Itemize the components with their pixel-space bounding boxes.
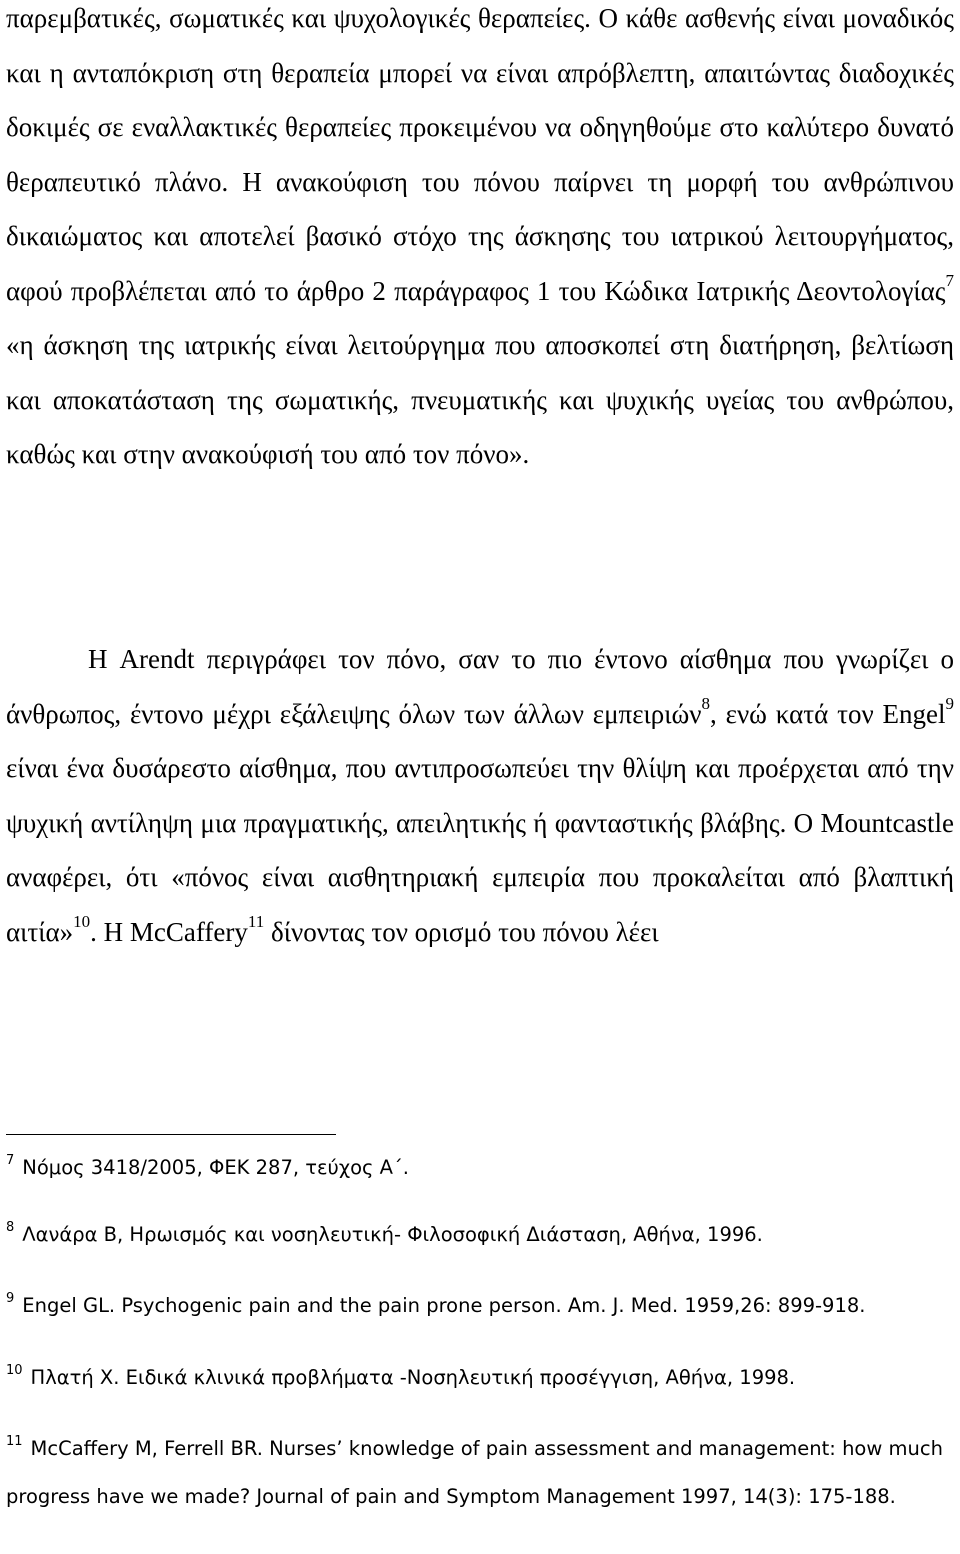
footnote-text: McCaffery M, Ferrell BR. Nurses’ knowledge of pain assessment and management: how much progress have we made? Journal of pain and Symptom Management 1997, 14(3): 175-188. (6, 1437, 943, 1508)
body-paragraph-2 (6, 632, 954, 959)
footnote-number: 10 (6, 1363, 23, 1378)
footnote-text: Πλατή Χ. Ειδικά κλινικά προβλήματα -Νοσηλευτική προσέγγιση, Αθήνα, 1998. (30, 1366, 796, 1389)
paragraph-2-text-b: , ενώ κατά τον Engel (710, 698, 946, 729)
footnote-number: 11 (6, 1434, 23, 1449)
footnote-ref-8: 8 (701, 693, 711, 713)
footnote-number: 7 (6, 1153, 15, 1168)
paragraph-1-text-b: «η άσκηση της ιατρικής είναι λειτούργημα που αποσκοπεί στη διατήρηση, βελτίωση και αποκατάσταση της σωματικής, πνευματικής και ψυχικής υγείας του ανθρώπου, καθώς και στην ανακούφισή του από τον πόνο». (6, 330, 954, 469)
footnote-ref-11: 11 (247, 911, 265, 931)
footnote-11 (6, 1425, 954, 1521)
footnote-separator (6, 1134, 336, 1135)
paragraph-2-text-d: . Η McCaffery (90, 916, 248, 947)
footnote-ref-9: 9 (945, 693, 954, 713)
footnote-text: Νόμος 3418/2005, ΦΕΚ 287, τεύχος Α΄. (22, 1156, 409, 1179)
paragraph-2-text-c: είναι ένα δυσάρεστο αίσθημα, που αντιπροσωπεύει την θλίψη και προέρχεται από την ψυχική αντίληψη μια πραγματικής, απειλητικής ή φανταστικής βλάβης. Ο Mountcastle αναφέρει, ότι «πόνος είναι αισθητηριακή εμπειρία που προκαλείται από βλαπτική αιτία» (6, 753, 954, 947)
footnote-text: Λανάρα Β, Ηρωισμός και νοσηλευτική- Φιλοσοφική Διάσταση, Αθήνα, 1996. (22, 1223, 763, 1246)
paragraph-1-text-a: παρεμβατικές, σωματικές και ψυχολογικές θεραπείες. Ο κάθε ασθενής είναι μοναδικός και η ανταπόκριση στη θεραπεία μπορεί να είναι απρόβλεπτη, απαιτώντας διαδοχικές δοκιμές σε εναλλακτικές θεραπείες προκειμένου να οδηγηθούμε στο καλύτερο δυνατό θεραπευτικό πλάνο. Η ανακούφιση του πόνου παίρνει τη μορφή του ανθρώπινου δικαιώματος και αποτελεί βασικό στόχο της άσκησης του ιατρικού λειτουργήματος, αφού προβλέπεται από το άρθρο 2 παράγραφος 1 του Κώδικα Ιατρικής Δεοντολογίας (6, 3, 954, 306)
footnote-10 (6, 1354, 954, 1402)
paragraph-2-text-a: Η Arendt περιγράφει τον πόνο, σαν το πιο έντονο αίσθημα που γνωρίζει ο άνθρωπος, έντονο μέχρι εξάλειψης όλων των άλλων εμπειριών (6, 644, 954, 729)
footnote-9 (6, 1282, 954, 1330)
footnote-number: 8 (6, 1220, 15, 1235)
paragraph-2-text-e: δίνοντας τον ορισμό του πόνου λέει (264, 916, 659, 947)
footnote-ref-7: 7 (945, 270, 954, 290)
footnote-8 (6, 1211, 954, 1259)
footnote-ref-10: 10 (73, 911, 91, 931)
footnote-text: Engel GL. Psychogenic pain and the pain prone person. Am. J. Med. 1959,26: 899-918. (22, 1294, 866, 1317)
footnote-7 (6, 1144, 954, 1192)
body-paragraph-1 (6, 0, 954, 482)
footnote-number: 9 (6, 1291, 15, 1306)
